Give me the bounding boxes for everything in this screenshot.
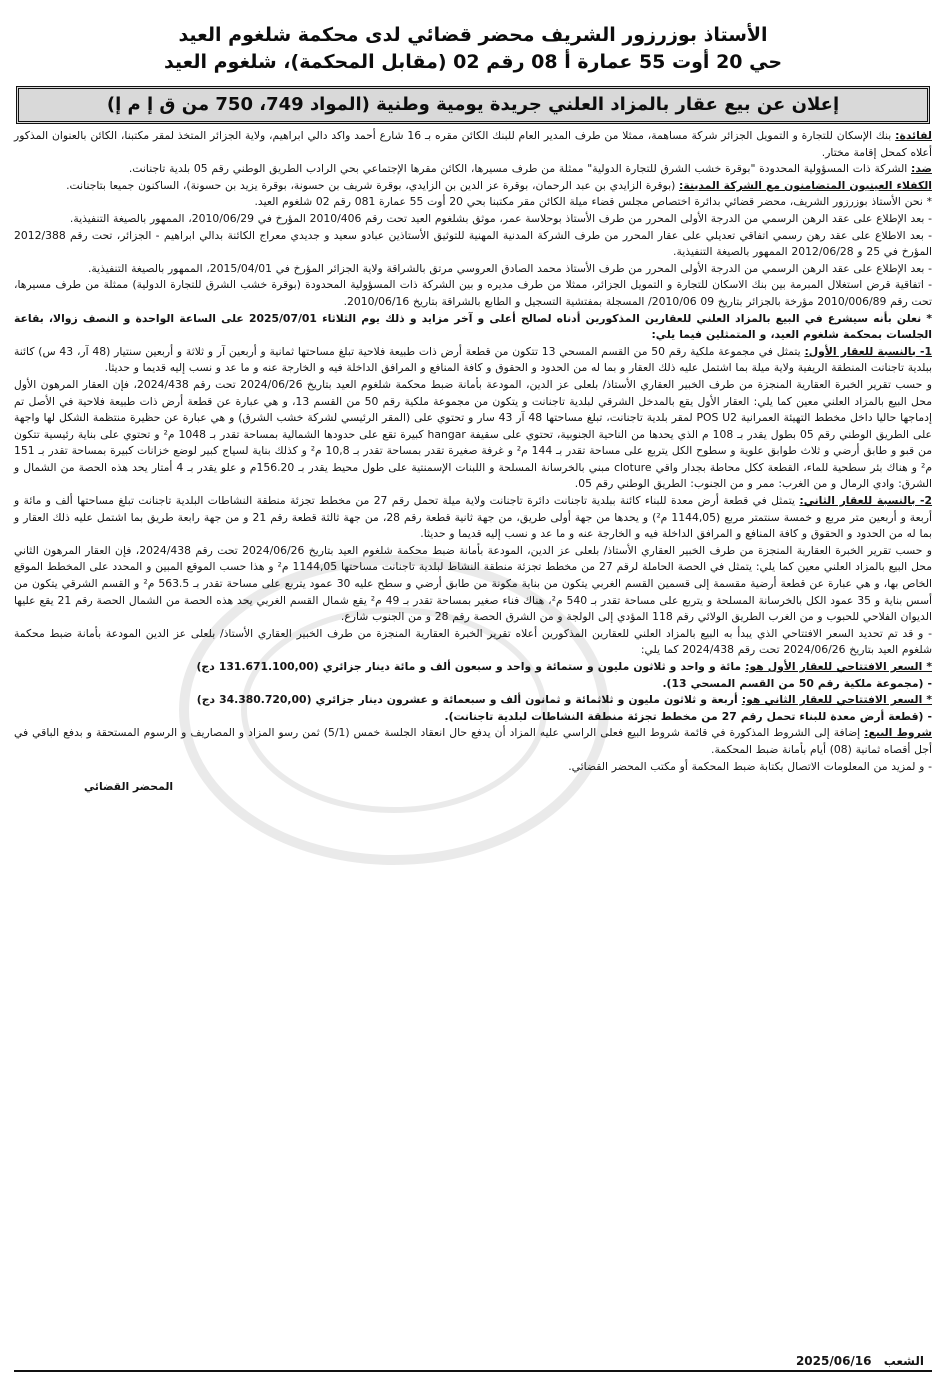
more-info: - و لمزيد من المعلومات الاتصال بكتابة ضبط المحكمة أو مكتب المحضر القضائي. [568,759,932,773]
plaintiff-text: بنك الإسكان للتجارة و التمويل الجزائر شركة مساهمة، ممثلا من طرف المدير العام للبنك الكائن مقره بـ 16 شارع أحمد واكد دالي ابراهيم، ولاية الجزائر المتخذ لمقر مكتبنا، الكائن بالعنوان المذكور أعلاه كمحل إقامة مختار. [14,129,932,159]
price2-paragraph [14,692,932,709]
property1-expertise: و حسب تقرير الخبرة العقارية المنجزة من طرف الخبير العقاري الأستاذ/ بلعلى عز الدين، المودعة بأمانة ضبط محكمة شلغوم العيد بتاريخ 2024/06/26 تحت رقم 2024/438، فإن العقار المرهون الأول محل البيع بالمزاد العلني معين كما يلي: العقار الأول يقع بالمدخل الشرقي لبلدية تاجنانت و يتكون من مجموعة ملكية رقم 50 من القسم 13، و هي عبارة عن قطعة أرض ذات طبيعة فلاحية في الأصل تم إدماجها حاليا داخل مخطط التهيئة العمرانية POS U2 لمقر بلدية تاجنانت، تبلغ مساحتها 48 آر 43 سار و تحتوي على (المقر الرئيسي لشركة خشب الشرق) و هي عبارة عن حظيرة منتظمة الشكل لها واجهة على الطريق الوطني رقم 05 بطول يقدر بـ 108 م الذي يحدها من الناحية الجنوبية، تحتوي على سقيفة hangar كبيرة تقع على حدودها الشمالية بمساحة تقدر بـ 1048 م² و تحتوي على بناية رئيسية تتكون من قبو و طابق أرضي و ثلاث طوابق علوية و سطوح الكل يتربع على مساحة تقدر بـ 144 م² و غرفة صغيرة تقدر بمساحة تقدر بـ 10,8 م² و كذلك بناية لسياج كبير لوضع خزانات كبيرة بمساحة تقدر بـ 151 م² و هناك بئر سطحية للماء، القطعة ككل محاطة بجدار واقي cloture مبني بالخرسانة المسلحة و اللبنات الإسمنتية على طول محيط يقدر بـ 156.20م و علو يقدر بـ 4 أمتار يحد هذه الحصة من الشمال و الشرق: وادي الرمال و من الغرب: ممر و من الجنوب: الطريق الوطني رقم 05. [14,377,933,491]
auction-announcement: * نعلن بأنه سيشرع في البيع بالمزاد العلني للعقارين المذكورين أدناه لصالح أعلى و آخر مزايد و ذلك يوم الثلاثاء 2025/07/01 على الساعة الواحدة و النصف زوالا، بقاعة الجلسات بمحكمة شلغوم العيد، و المتمثلين فيما يلي: [14,311,932,342]
price2-label: * السعر الافتتاحي للعقار الثاني هو: [741,693,932,707]
price1-paragraph [14,659,932,676]
bailiff-signature: المحضر القضائي [84,780,174,794]
price2-note: - (قطعة أرض معدة للبناء تحمل رقم 27 من مخطط تجزئة منطقة النشاطات لبلدية تاجنانت). [444,709,932,723]
property1-paragraph [14,344,932,377]
price2-text: أربعة و ثلاثون مليون و ثلاثمائة و ثمانون ألف و سبعمائة و عشرون دينار جزائري (34.380.720,00 دج) [196,693,738,707]
body-paragraph: - بعد الإطلاع على عقد الرهن الرسمي من الدرجة الأولى المحرر من طرف الأستاذ بوحلاسة عمر، موثق بشلغوم العيد تحت رقم 2010/406 المؤرخ في 2010/06/29، الممهور بالصيغة التنفيذية. [69,211,932,225]
conditions-paragraph [14,725,932,758]
body-paragraph: - بعد الإطلاع على عقد الرهن الرسمي من الدرجة الأولى المحرر من طرف الأستاذ محمد الصادق العروسي مرتق بالشراقة ولاية الجزائر المؤرخ في 2015/04/01، الممهور بالصيغة التنفيذية. [87,261,932,275]
bailiff-title: الأستاذ بوزرزور الشريف محضر قضائي لدى محكمة شلغوم العيد [178,24,768,46]
property2-text: يتمثل في قطعة أرض معدة للبناء كائنة ببلدية تاجنانت دائرة تاجنانت ولاية ميلة تحمل رقم 27 من مخطط تجزئة منطقة النشاطات البلدية تاجنانت تبلغ مساحتها ألف و مائة و أربعة و أربعين متر مربع و خمسة سنتمتر مربع (1144,05 م²) و يحدها من جهة أولى طريق، من جهة ثانية قطعة رقم 28، من جهة ثالثة قطعة رقم 21 و من جهة رابعة طريق بما اشتمل عليه ذلك العقار و بما له من الحدود و الحقوق و كافة المنافع و المرافق الداخلة فيه و الخارجة عنه و ما عد و نسب إليه قديما و حديثا. [14,494,933,541]
property2-expertise: و حسب تقرير الخبرة العقارية المنجزة من طرف الخبير العقاري الأستاذ/ بلعلى عز الدين، المودعة بأمانة ضبط محكمة شلغوم العيد بتاريخ 2024/06/26 تحت رقم 2024/438، فإن العقار المرهون الثاني محل البيع بالمزاد العلني معين كما يلي: يتمثل في الحصة الحاملة لرقم 27 من مخطط تجزئة منطقة النشاط لبلدية تاجنانت مساحتها 1144,05 م² و هذا حسب الموقع المبين و المحدد على المخطط الموقع الخاص بها، و هي عبارة عن قطعة أرضية مقسمة إلى قسمين القسم الغربي يتكون من بناية مكونة من طابق أرضي و سطح عليه 30 عمود يتربع على مساحة تقدر بـ 563.5 م² و القسم الشرقي يتكون من أسس بناية و 35 عمود الكل بالخرسانة المسلحة و يتربع على مساحة تقدر بـ 540 م²، هناك فناء صغير بمساحة تقدر بـ 49 م² يقع شمال القسم الغربي يحد هذه الحصة من الشمال الحصة رقم 21 يقع عليها الديوان الفلاحي للحبوب و من الغرب الطريق الولائي رقم 118 المؤدي إلى الولجة و من الشرق الحصة رقم 28 و من الجنوب شارع. [14,543,933,624]
price1-label: * السعر الافتتاحي للعقار الأول هو: [745,660,932,673]
newspaper-name: الشعب [883,1354,924,1368]
price1-note: - (مجموعة ملكية رقم 50 من القسم المسحي 13). [662,676,932,690]
conditions-text: إضافة إلى الشروط المذكورة في قائمة شروط البيع فعلى الراسي عليه المزاد أن يدفع حال انعقاد الجلسة خمس (5/1) ثمن رسو المزاد و المصاريف و الرسوم المستحقة و بدفع الباقي في أجل أقصاه ثمانية (08) أيام بأمانة ضبط المحكمة. [14,726,932,756]
bottom-rule [14,1370,932,1372]
notice-body [14,128,932,775]
conditions-label: شروط البيع: [864,726,932,740]
price-intro: - و قد تم تحديد السعر الافتتاحي الذي يبدأ به البيع بالمزاد العلني للعقارين المذكورين أعلاه تقرير الخبرة العقارية المنجزة من طرف الخبير العقاري الأستاذ/ بلعلى عز الدين المودعة بأمانة ضبط محكمة شلغوم العيد بتاريخ 2024/06/26 تحت رقم 2024/438 كما يلي: [14,626,932,657]
guarantors-label: الكفلاء العينيون المتضامنون مع الشركة المدينة: [679,178,932,192]
property2-paragraph [14,493,932,543]
defendant-text: الشركة ذات المسؤولية المحدودة "بوقرة خشب الشرق للتجارة الدولية" ممثلة من طرف مسيرها، الكائن مقرها الإجتماعي بحي الرادب الطريق الوطني رقم 05 بلدية تاجنانت. [128,162,908,176]
guarantors-text: (بوقرة الزايدي بن عبد الرحمان، بوقرة عز الدين بن الزايدي، بوقرة شريف بن حسونة، بوقرة يزيد بن حسونة)، الساكنون جميعا بتاجنانت. [66,178,676,192]
price1-text: مائة و واحد و ثلاثون مليون و ستمائة و واحد و سبعون ألف و مائة دينار جزائري (131.671.100,00 دج) [196,660,742,673]
bailiff-address: حي 20 أوت 55 عمارة أ 08 رقم 02 (مقابل المحكمة)، شلغوم العيد [163,51,783,73]
notice-banner-title: إعلان عن بيع عقار بالمزاد العلني جريدة يومية وطنية (المواد 749، 750 من ق إ م إ) [16,86,930,124]
property2-label: 2- بالنسبة للعقار الثاني: [799,494,933,508]
guarantors-paragraph [14,178,932,195]
publication-footer [796,1354,924,1368]
defendant-label: ضد: [911,162,932,176]
notice-header [14,20,932,76]
legal-notice-page [14,20,932,1382]
defendant-paragraph [14,161,932,178]
property1-text: يتمثل في مجموعة ملكية رقم 50 من القسم المسحي 13 تتكون من قطعة أرض ذات طبيعة فلاحية تبلغ مساحتها ثمانية و أربعين آر و ثلاثة و أربعين سنتيار (48 آر، 43 س) كائنة ببلدية تاجنانت المنطقة الريفية ولاية ميلة بما اشتمل عليه ذلك العقار و بما له من الحدود و الحقوق و كافة المنافع و المرافق الداخلة فيه و الخارجة عنه و ما عد و نسب إليه قديما و حديثا. [14,344,932,375]
plaintiff-label: لفائدة: [895,129,932,142]
body-paragraph: - بعد الاطلاع على عقد رهن رسمي اتفاقي تعديلي على عقار المحرر من طرف الشركة المدنية المهنية للتوثيق الأستاذين عبادو سعيد و جديدي معراج الكائنة بدالي ابراهيم - الجزائر، تحت رقم 2012/388 المؤرخ في 25 و 2012/06/28 الممهور بالصيغة التنفيذية. [14,228,932,259]
property1-label: 1- بالنسبة للعقار الأول: [804,344,932,358]
publication-date: 2025/06/16 [795,1354,872,1368]
plaintiff-paragraph [14,128,932,161]
body-paragraph: * نحن الأستاذ بوزرزور الشريف، محضر قضائي بدائرة اختصاص مجلس قضاء ميلة الكائن مقر مكتبنا بحي 20 أوت 55 عمارة 081 رقم 02 شلغوم العيد. [254,195,932,209]
body-paragraph: - اتفاقية قرض استغلال المبرمة بين بنك الاسكان للتجارة و التمويل الجزائر، ممثلا من طرف مديره و بين الشركة ذات المسؤولية المحدودة (بوقرة خشب الشرق للتجارة الدولية) ممثلة من طرف مسيرها، تحت رقم 2010/006/89 مؤرخة بالجزائر بتاريخ 09 2010/06/ المسجلة بمفتشية التسجيل و الطابع بالشراقة بتاريخ 2010/06/16. [14,278,932,308]
